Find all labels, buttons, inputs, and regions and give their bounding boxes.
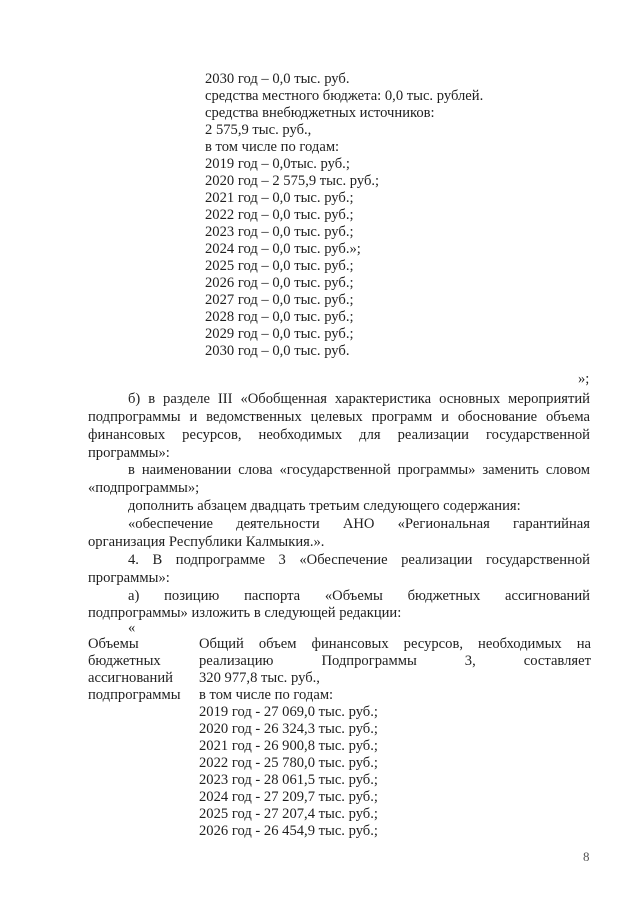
value-line: 2022 год - 25 780,0 тыс. руб.;	[199, 755, 378, 771]
closing-quote: »;	[578, 371, 590, 387]
list-line: 2027 год – 0,0 тыс. руб.;	[205, 292, 354, 308]
value-line: 2025 год - 27 207,4 тыс. руб.;	[199, 806, 378, 822]
para-b-line: финансовых ресурсов, необходимых для реализации государственной	[88, 427, 590, 443]
value-line: 2023 год - 28 061,5 тыс. руб.;	[199, 772, 378, 788]
label-line: Объемы	[88, 636, 139, 652]
list-line: 2029 год – 0,0 тыс. руб.;	[205, 326, 354, 342]
para-b-line: программы»:	[88, 445, 170, 461]
item-a-line: подпрограммы» изложить в следующей редакции:	[88, 605, 402, 621]
label-line: бюджетных	[88, 653, 161, 669]
list-line: 2030 год – 0,0 тыс. руб.	[205, 343, 350, 359]
list-line: средства местного бюджета: 0,0 тыс. рублей.	[205, 88, 484, 104]
ensure-para-line: «обеспечение деятельности АНО «Региональная гарантийная	[128, 516, 590, 532]
list-line: 2026 год – 0,0 тыс. руб.;	[205, 275, 354, 291]
value-line: 2021 год - 26 900,8 тыс. руб.;	[199, 738, 378, 754]
item4-line: 4. В подпрограмме 3 «Обеспечение реализации государственной	[128, 552, 590, 568]
list-line: в том числе по годам:	[205, 139, 340, 155]
funding-list-top	[205, 71, 483, 360]
value-line: 2020 год - 26 324,3 тыс. руб.;	[199, 721, 378, 737]
page-number: 8	[583, 849, 590, 864]
open-quote: «	[128, 620, 136, 636]
replace-para-line: в наименовании слова «государственной программы» заменить словом	[128, 462, 590, 478]
list-line: 2028 год – 0,0 тыс. руб.;	[205, 309, 354, 325]
list-line: 2024 год – 0,0 тыс. руб.»;	[205, 241, 361, 257]
passport-label-cell	[88, 636, 181, 704]
value-line: в том числе по годам:	[199, 687, 334, 703]
list-line: 2019 год – 0,0тыс. руб.;	[205, 156, 350, 172]
list-line: 2021 год – 0,0 тыс. руб.;	[205, 190, 354, 206]
item4-line: программы»:	[88, 570, 170, 586]
value-line: реализацию Подпрограммы 3, составляет	[199, 653, 591, 669]
para-b-line: б) в разделе III «Обобщенная характеристика основных мероприятий	[128, 391, 590, 407]
ensure-para-line: организация Республики Калмыкия.».	[88, 534, 325, 550]
value-line: 320 977,8 тыс. руб.,	[199, 670, 320, 686]
item-a-line: а) позицию паспорта «Объемы бюджетных ассигнований	[128, 588, 590, 604]
value-line: Общий объем финансовых ресурсов, необходимых на	[199, 636, 591, 652]
list-line: 2023 год – 0,0 тыс. руб.;	[205, 224, 354, 240]
value-line: 2019 год - 27 069,0 тыс. руб.;	[199, 704, 378, 720]
add-para: дополнить абзацем двадцать третьим следующего содержания:	[128, 498, 521, 514]
value-line: 2024 год - 27 209,7 тыс. руб.;	[199, 789, 378, 805]
passport-value-cell	[199, 636, 591, 840]
list-line: 2020 год – 2 575,9 тыс. руб.;	[205, 173, 380, 189]
list-line: 2025 год – 0,0 тыс. руб.;	[205, 258, 354, 274]
replace-para-line: «подпрограммы»;	[88, 480, 200, 496]
list-line: 2 575,9 тыс. руб.,	[205, 122, 312, 138]
label-line: ассигнований	[88, 670, 173, 686]
list-line: 2022 год – 0,0 тыс. руб.;	[205, 207, 354, 223]
value-line: 2026 год - 26 454,9 тыс. руб.;	[199, 823, 378, 839]
list-line: средства внебюджетных источников:	[205, 105, 435, 121]
label-line: подпрограммы	[88, 687, 181, 703]
para-b-line: подпрограммы и ведомственных целевых программ и обоснование объема	[88, 409, 590, 425]
list-line: 2030 год – 0,0 тыс. руб.	[205, 71, 350, 87]
